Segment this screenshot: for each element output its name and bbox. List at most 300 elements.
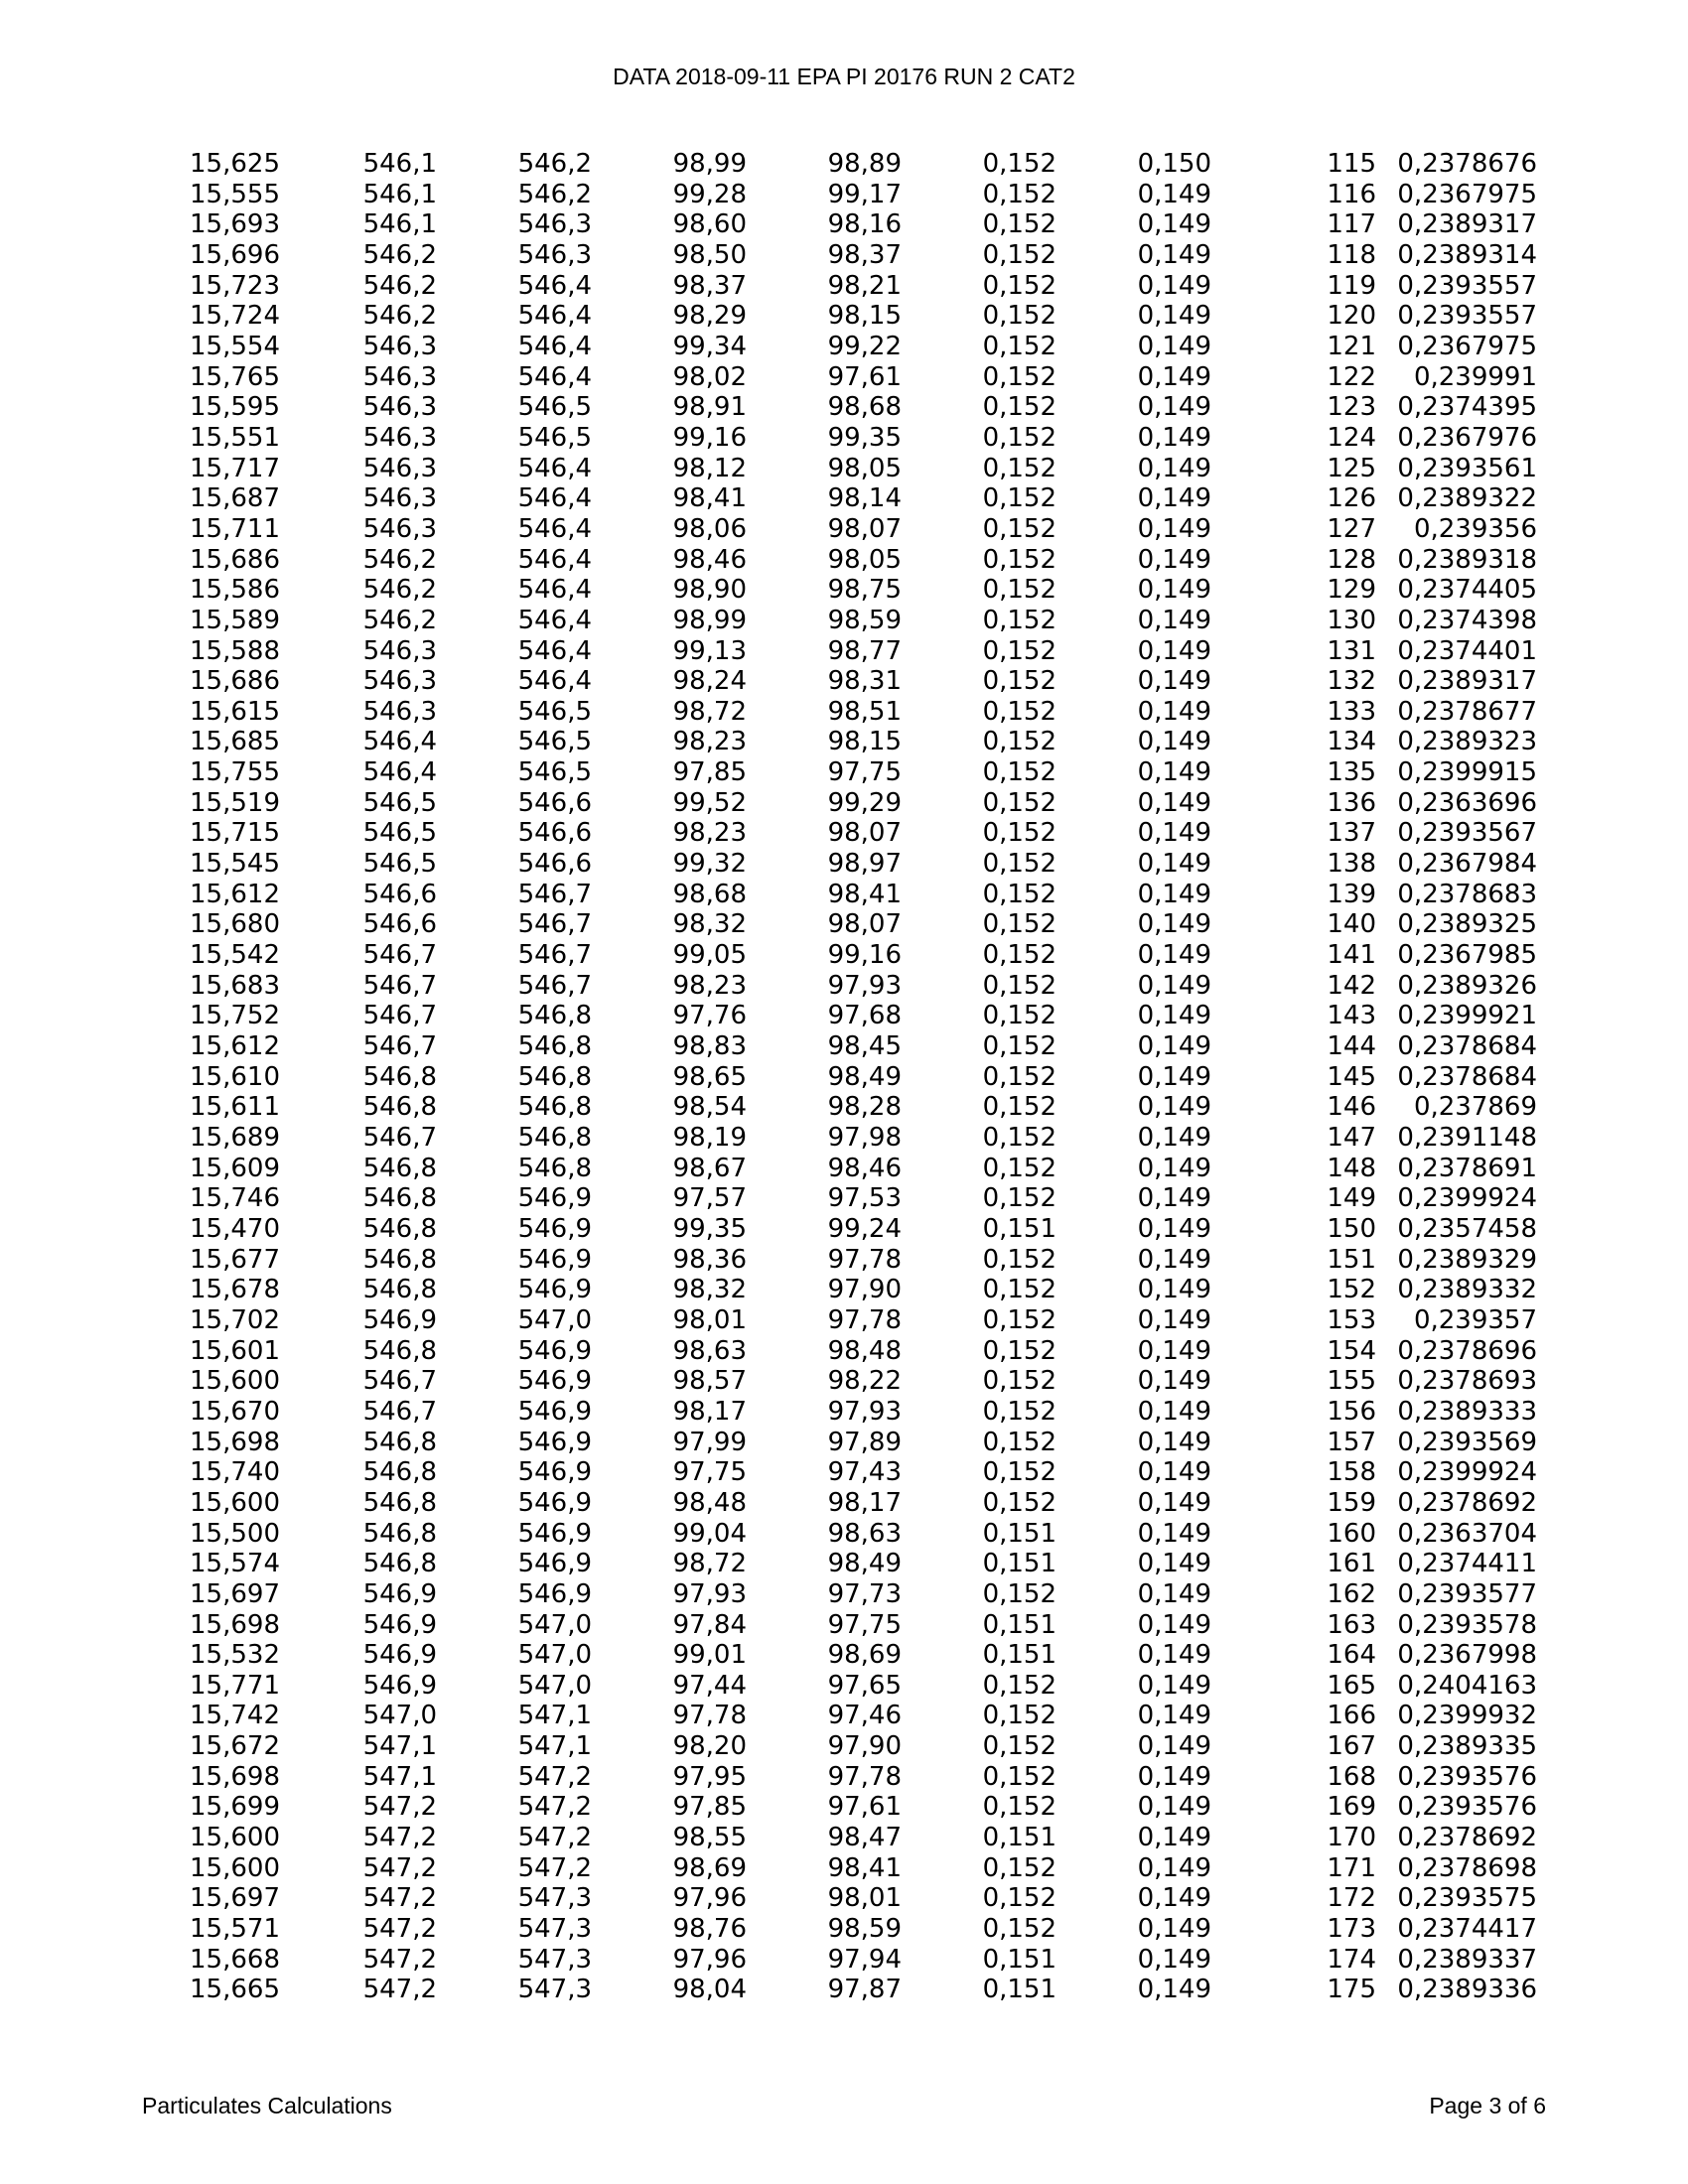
- table-cell: 98,32: [672, 909, 747, 940]
- table-cell: 546,9: [362, 1304, 437, 1335]
- table-cell: 546,9: [362, 1578, 437, 1609]
- table-cell: 0,2389332: [1397, 1275, 1537, 1305]
- table-row: [0, 727, 1537, 757]
- table-cell: 547,3: [517, 1914, 592, 1945]
- table-cell: 98,46: [827, 1153, 902, 1183]
- table-cell: 0,152: [982, 1670, 1056, 1701]
- table-cell: 0,2378684: [1397, 1031, 1537, 1062]
- table-cell: 146: [1327, 1092, 1376, 1123]
- table-cell: 0,152: [982, 757, 1056, 788]
- table-row: [0, 1762, 1537, 1793]
- table-cell: 154: [1327, 1335, 1376, 1366]
- table-cell: 98,49: [827, 1549, 902, 1579]
- table-cell: 547,3: [517, 1975, 592, 2005]
- table-cell: 15,697: [190, 1883, 280, 1914]
- table-cell: 15,677: [190, 1244, 280, 1275]
- table-cell: 0,2378683: [1397, 879, 1537, 909]
- table-cell: 0,2393561: [1397, 453, 1537, 483]
- table-cell: 97,65: [827, 1670, 902, 1701]
- table-cell: 115: [1327, 149, 1376, 179]
- table-cell: 546,3: [362, 422, 437, 453]
- table-row: [0, 1975, 1537, 2005]
- table-cell: 0,239356: [1413, 513, 1537, 544]
- table-cell: 546,7: [517, 909, 592, 940]
- table-row: [0, 1214, 1537, 1245]
- table-cell: 97,75: [827, 757, 902, 788]
- table-cell: 169: [1327, 1792, 1376, 1823]
- table-cell: 116: [1327, 179, 1376, 209]
- table-cell: 15,611: [190, 1092, 280, 1123]
- table-cell: 15,625: [190, 149, 280, 179]
- table-cell: 98,41: [672, 483, 747, 514]
- table-cell: 15,696: [190, 239, 280, 270]
- table-cell: 0,150: [1137, 149, 1211, 179]
- table-cell: 0,149: [1137, 757, 1211, 788]
- table-cell: 98,45: [827, 1031, 902, 1062]
- table-cell: 546,9: [517, 1518, 592, 1549]
- table-cell: 131: [1327, 635, 1376, 666]
- table-cell: 98,91: [672, 392, 747, 423]
- table-cell: 0,239357: [1413, 1304, 1537, 1335]
- table-cell: 15,571: [190, 1914, 280, 1945]
- table-cell: 97,78: [827, 1304, 902, 1335]
- table-cell: 0,149: [1137, 1914, 1211, 1945]
- table-cell: 97,96: [672, 1883, 747, 1914]
- table-row: [0, 1883, 1537, 1914]
- table-cell: 547,2: [362, 1823, 437, 1853]
- table-cell: 547,2: [517, 1792, 592, 1823]
- table-cell: 546,5: [362, 787, 437, 818]
- table-cell: 0,152: [982, 1366, 1056, 1397]
- table-cell: 98,14: [827, 483, 902, 514]
- table-cell: 0,2374411: [1397, 1549, 1537, 1579]
- table-cell: 97,43: [827, 1457, 902, 1488]
- table-cell: 98,32: [672, 1275, 747, 1305]
- table-cell: 0,149: [1137, 179, 1211, 209]
- table-cell: 15,588: [190, 635, 280, 666]
- table-cell: 98,28: [827, 1092, 902, 1123]
- table-cell: 98,69: [827, 1640, 902, 1671]
- table-cell: 99,34: [672, 331, 747, 361]
- table-cell: 0,2378684: [1397, 1061, 1537, 1092]
- table-cell: 98,54: [672, 1092, 747, 1123]
- table-cell: 0,149: [1137, 1275, 1211, 1305]
- table-cell: 0,149: [1137, 1244, 1211, 1275]
- footer-section-title: Particulates Calculations: [142, 2093, 392, 2118]
- table-cell: 0,2374398: [1397, 605, 1537, 635]
- table-row: [0, 1031, 1537, 1062]
- table-cell: 156: [1327, 1396, 1376, 1427]
- table-cell: 98,47: [827, 1823, 902, 1853]
- table-cell: 98,65: [672, 1061, 747, 1092]
- table-cell: 546,3: [517, 239, 592, 270]
- table-cell: 546,9: [517, 1275, 592, 1305]
- table-cell: 0,152: [982, 453, 1056, 483]
- table-cell: 0,2367975: [1397, 179, 1537, 209]
- table-cell: 0,149: [1137, 879, 1211, 909]
- table-cell: 98,19: [672, 1123, 747, 1153]
- table-cell: 15,746: [190, 1183, 280, 1214]
- table-cell: 134: [1327, 727, 1376, 757]
- table-cell: 170: [1327, 1823, 1376, 1853]
- table-cell: 546,4: [517, 666, 592, 697]
- table-cell: 15,723: [190, 270, 280, 301]
- table-cell: 0,2367984: [1397, 849, 1537, 880]
- table-cell: 0,2393557: [1397, 270, 1537, 301]
- table-cell: 0,149: [1137, 1701, 1211, 1731]
- table-cell: 15,755: [190, 757, 280, 788]
- table-cell: 546,6: [517, 849, 592, 880]
- table-row: [0, 1154, 1537, 1184]
- table-cell: 0,2393567: [1397, 818, 1537, 849]
- table-cell: 546,5: [517, 757, 592, 788]
- table-cell: 150: [1327, 1213, 1376, 1244]
- table-cell: 547,2: [362, 1792, 437, 1823]
- table-cell: 98,07: [827, 818, 902, 849]
- table-cell: 0,152: [982, 239, 1056, 270]
- table-cell: 546,9: [362, 1609, 437, 1640]
- table-cell: 0,149: [1137, 605, 1211, 635]
- table-cell: 15,555: [190, 179, 280, 209]
- table-cell: 15,699: [190, 1792, 280, 1823]
- table-cell: 98,83: [672, 1031, 747, 1062]
- table-cell: 546,5: [517, 392, 592, 423]
- table-cell: 546,6: [362, 879, 437, 909]
- table-row: [0, 1549, 1537, 1579]
- table-cell: 546,3: [362, 666, 437, 697]
- table-cell: 0,152: [982, 1061, 1056, 1092]
- table-cell: 15,542: [190, 940, 280, 971]
- table-cell: 546,7: [517, 970, 592, 1001]
- table-cell: 0,152: [982, 392, 1056, 423]
- table-cell: 0,149: [1137, 1396, 1211, 1427]
- table-cell: 0,2374401: [1397, 635, 1537, 666]
- table-cell: 0,152: [982, 270, 1056, 301]
- table-cell: 98,07: [827, 513, 902, 544]
- table-cell: 546,2: [517, 149, 592, 179]
- table-cell: 546,3: [362, 696, 437, 727]
- table-cell: 98,69: [672, 1852, 747, 1883]
- table-cell: 0,149: [1137, 1304, 1211, 1335]
- table-row: [0, 818, 1537, 849]
- table-cell: 546,4: [362, 757, 437, 788]
- table-cell: 132: [1327, 666, 1376, 697]
- data-table: [0, 149, 1537, 2005]
- table-row: [0, 1671, 1537, 1702]
- table-cell: 547,2: [517, 1761, 592, 1792]
- table-cell: 99,16: [827, 940, 902, 971]
- table-cell: 98,01: [827, 1883, 902, 1914]
- table-cell: 0,152: [982, 727, 1056, 757]
- table-cell: 97,68: [827, 1001, 902, 1031]
- table-row: [0, 1001, 1537, 1031]
- table-cell: 546,3: [362, 331, 437, 361]
- table-cell: 175: [1327, 1975, 1376, 2005]
- table-cell: 0,149: [1137, 1823, 1211, 1853]
- table-cell: 98,31: [827, 666, 902, 697]
- table-cell: 167: [1327, 1731, 1376, 1762]
- table-cell: 0,2389314: [1397, 239, 1537, 270]
- table-cell: 173: [1327, 1914, 1376, 1945]
- table-cell: 0,152: [982, 1153, 1056, 1183]
- table-row: [0, 332, 1537, 362]
- table-cell: 546,2: [517, 179, 592, 209]
- table-cell: 0,149: [1137, 940, 1211, 971]
- table-cell: 15,724: [190, 301, 280, 332]
- table-cell: 546,4: [517, 453, 592, 483]
- table-cell: 0,152: [982, 970, 1056, 1001]
- table-cell: 98,90: [672, 575, 747, 606]
- table-cell: 0,152: [982, 879, 1056, 909]
- table-cell: 98,63: [827, 1518, 902, 1549]
- table-cell: 0,2378696: [1397, 1335, 1537, 1366]
- table-cell: 98,48: [827, 1335, 902, 1366]
- table-cell: 0,152: [982, 1396, 1056, 1427]
- table-cell: 0,152: [982, 1031, 1056, 1062]
- table-cell: 99,16: [672, 422, 747, 453]
- table-cell: 0,2389326: [1397, 970, 1537, 1001]
- table-cell: 0,152: [982, 696, 1056, 727]
- table-cell: 0,149: [1137, 727, 1211, 757]
- table-cell: 98,12: [672, 453, 747, 483]
- table-cell: 98,06: [672, 513, 747, 544]
- table-cell: 97,95: [672, 1761, 747, 1792]
- table-cell: 0,152: [982, 513, 1056, 544]
- table-cell: 98,41: [827, 1852, 902, 1883]
- table-cell: 98,02: [672, 361, 747, 392]
- table-cell: 129: [1327, 575, 1376, 606]
- table-cell: 99,22: [827, 331, 902, 361]
- table-cell: 0,149: [1137, 1761, 1211, 1792]
- table-cell: 133: [1327, 696, 1376, 727]
- table-cell: 98,76: [672, 1914, 747, 1945]
- table-row: [0, 1183, 1537, 1214]
- table-cell: 546,8: [362, 1061, 437, 1092]
- table-cell: 15,683: [190, 970, 280, 1001]
- table-cell: 97,57: [672, 1183, 747, 1214]
- table-cell: 15,752: [190, 1001, 280, 1031]
- table-cell: 0,2389337: [1397, 1944, 1537, 1975]
- table-cell: 546,6: [517, 787, 592, 818]
- table-cell: 547,2: [362, 1975, 437, 2005]
- table-cell: 546,9: [517, 1578, 592, 1609]
- table-cell: 15,686: [190, 666, 280, 697]
- table-cell: 0,149: [1137, 270, 1211, 301]
- table-cell: 0,152: [982, 149, 1056, 179]
- table-cell: 546,8: [517, 1061, 592, 1092]
- table-cell: 97,99: [672, 1427, 747, 1457]
- table-cell: 97,93: [827, 1396, 902, 1427]
- table-cell: 0,149: [1137, 331, 1211, 361]
- table-cell: 546,4: [517, 544, 592, 575]
- table-cell: 546,6: [362, 909, 437, 940]
- table-cell: 97,75: [672, 1457, 747, 1488]
- table-cell: 546,8: [517, 1092, 592, 1123]
- table-row: [0, 545, 1537, 576]
- table-cell: 546,4: [517, 270, 592, 301]
- table-row: [0, 1823, 1537, 1853]
- table-cell: 546,7: [362, 940, 437, 971]
- table-cell: 546,9: [517, 1487, 592, 1518]
- table-cell: 0,152: [982, 635, 1056, 666]
- table-cell: 97,73: [827, 1578, 902, 1609]
- table-cell: 117: [1327, 209, 1376, 240]
- table-cell: 153: [1327, 1304, 1376, 1335]
- table-cell: 0,2389336: [1397, 1975, 1537, 2005]
- table-cell: 546,3: [517, 209, 592, 240]
- table-row: [0, 757, 1537, 788]
- table-cell: 15,771: [190, 1670, 280, 1701]
- table-cell: 119: [1327, 270, 1376, 301]
- table-cell: 15,678: [190, 1275, 280, 1305]
- table-cell: 0,151: [982, 1975, 1056, 2005]
- table-cell: 546,9: [362, 1640, 437, 1671]
- table-cell: 0,149: [1137, 818, 1211, 849]
- table-cell: 97,93: [827, 970, 902, 1001]
- table-row: [0, 880, 1537, 910]
- table-cell: 122: [1327, 361, 1376, 392]
- table-cell: 546,9: [517, 1427, 592, 1457]
- table-cell: 546,1: [362, 209, 437, 240]
- table-cell: 0,149: [1137, 970, 1211, 1001]
- table-cell: 97,84: [672, 1609, 747, 1640]
- table-cell: 98,72: [672, 1549, 747, 1579]
- table-cell: 547,1: [362, 1731, 437, 1762]
- table-cell: 0,152: [982, 544, 1056, 575]
- table-cell: 0,152: [982, 1852, 1056, 1883]
- table-cell: 0,149: [1137, 575, 1211, 606]
- table-cell: 0,152: [982, 1335, 1056, 1366]
- table-cell: 0,149: [1137, 1975, 1211, 2005]
- table-cell: 546,9: [517, 1396, 592, 1427]
- table-cell: 97,93: [672, 1578, 747, 1609]
- table-cell: 0,149: [1137, 1427, 1211, 1457]
- table-cell: 0,239991: [1413, 361, 1537, 392]
- table-cell: 97,96: [672, 1944, 747, 1975]
- table-cell: 15,668: [190, 1944, 280, 1975]
- table-cell: 0,152: [982, 605, 1056, 635]
- table-row: [0, 1062, 1537, 1093]
- table-cell: 0,152: [982, 1304, 1056, 1335]
- table-cell: 125: [1327, 453, 1376, 483]
- table-cell: 140: [1327, 909, 1376, 940]
- table-cell: 152: [1327, 1275, 1376, 1305]
- table-cell: 546,3: [362, 483, 437, 514]
- table-cell: 546,7: [517, 879, 592, 909]
- table-cell: 547,3: [517, 1944, 592, 1975]
- table-cell: 98,57: [672, 1366, 747, 1397]
- table-cell: 0,149: [1137, 666, 1211, 697]
- table-cell: 546,9: [517, 1244, 592, 1275]
- table-cell: 168: [1327, 1761, 1376, 1792]
- table-cell: 546,8: [362, 1275, 437, 1305]
- table-cell: 15,574: [190, 1549, 280, 1579]
- table-cell: 0,149: [1137, 1944, 1211, 1975]
- table-row: [0, 575, 1537, 606]
- table-cell: 0,149: [1137, 909, 1211, 940]
- table-cell: 0,151: [982, 1640, 1056, 1671]
- table-cell: 15,687: [190, 483, 280, 514]
- table-cell: 0,152: [982, 666, 1056, 697]
- table-cell: 546,5: [517, 422, 592, 453]
- table-cell: 98,05: [827, 544, 902, 575]
- table-cell: 546,7: [362, 1123, 437, 1153]
- table-cell: 0,2391148: [1397, 1123, 1537, 1153]
- table-body: [0, 149, 1537, 2005]
- table-row: [0, 1579, 1537, 1610]
- table-cell: 15,698: [190, 1609, 280, 1640]
- table-cell: 547,0: [517, 1670, 592, 1701]
- table-cell: 547,1: [362, 1761, 437, 1792]
- table-cell: 15,500: [190, 1518, 280, 1549]
- table-cell: 0,2399924: [1397, 1183, 1537, 1214]
- table-cell: 546,4: [362, 727, 437, 757]
- table-row: [0, 301, 1537, 332]
- table-cell: 0,2393569: [1397, 1427, 1537, 1457]
- table-cell: 547,2: [362, 1914, 437, 1945]
- table-cell: 15,595: [190, 392, 280, 423]
- table-cell: 546,5: [362, 818, 437, 849]
- table-cell: 15,600: [190, 1487, 280, 1518]
- table-cell: 15,554: [190, 331, 280, 361]
- table-cell: 0,152: [982, 1487, 1056, 1518]
- table-cell: 98,55: [672, 1823, 747, 1853]
- table-cell: 15,615: [190, 696, 280, 727]
- table-cell: 0,2378676: [1397, 149, 1537, 179]
- table-cell: 0,2389325: [1397, 909, 1537, 940]
- table-cell: 15,589: [190, 605, 280, 635]
- table-cell: 0,149: [1137, 696, 1211, 727]
- table-cell: 151: [1327, 1244, 1376, 1275]
- table-cell: 97,78: [827, 1244, 902, 1275]
- table-cell: 141: [1327, 940, 1376, 971]
- table-cell: 0,152: [982, 301, 1056, 332]
- table-cell: 15,470: [190, 1213, 280, 1244]
- table-row: [0, 362, 1537, 393]
- table-cell: 546,8: [362, 1213, 437, 1244]
- table-cell: 98,49: [827, 1061, 902, 1092]
- table-cell: 546,9: [517, 1335, 592, 1366]
- table-cell: 97,85: [672, 1792, 747, 1823]
- page-title: DATA 2018-09-11 EPA PI 20176 RUN 2 CAT2: [613, 64, 1075, 89]
- table-cell: 99,35: [672, 1213, 747, 1244]
- table-cell: 546,7: [517, 940, 592, 971]
- table-cell: 98,99: [672, 605, 747, 635]
- table-cell: 147: [1327, 1123, 1376, 1153]
- table-cell: 98,63: [672, 1335, 747, 1366]
- table-cell: 15,551: [190, 422, 280, 453]
- table-row: [0, 1397, 1537, 1428]
- table-cell: 0,2393557: [1397, 301, 1537, 332]
- table-cell: 97,46: [827, 1701, 902, 1731]
- table-cell: 15,742: [190, 1701, 280, 1731]
- table-cell: 546,9: [517, 1183, 592, 1214]
- table-cell: 546,9: [362, 1670, 437, 1701]
- table-cell: 547,1: [517, 1701, 592, 1731]
- table-cell: 98,16: [827, 209, 902, 240]
- table-cell: 98,77: [827, 635, 902, 666]
- table-cell: 0,149: [1137, 1123, 1211, 1153]
- table-cell: 15,586: [190, 575, 280, 606]
- table-cell: 546,8: [362, 1487, 437, 1518]
- table-cell: 0,2363696: [1397, 787, 1537, 818]
- table-cell: 0,2367998: [1397, 1640, 1537, 1671]
- table-cell: 97,98: [827, 1123, 902, 1153]
- table-cell: 546,7: [362, 1031, 437, 1062]
- table-cell: 0,2389317: [1397, 666, 1537, 697]
- table-cell: 97,90: [827, 1731, 902, 1762]
- table-cell: 15,680: [190, 909, 280, 940]
